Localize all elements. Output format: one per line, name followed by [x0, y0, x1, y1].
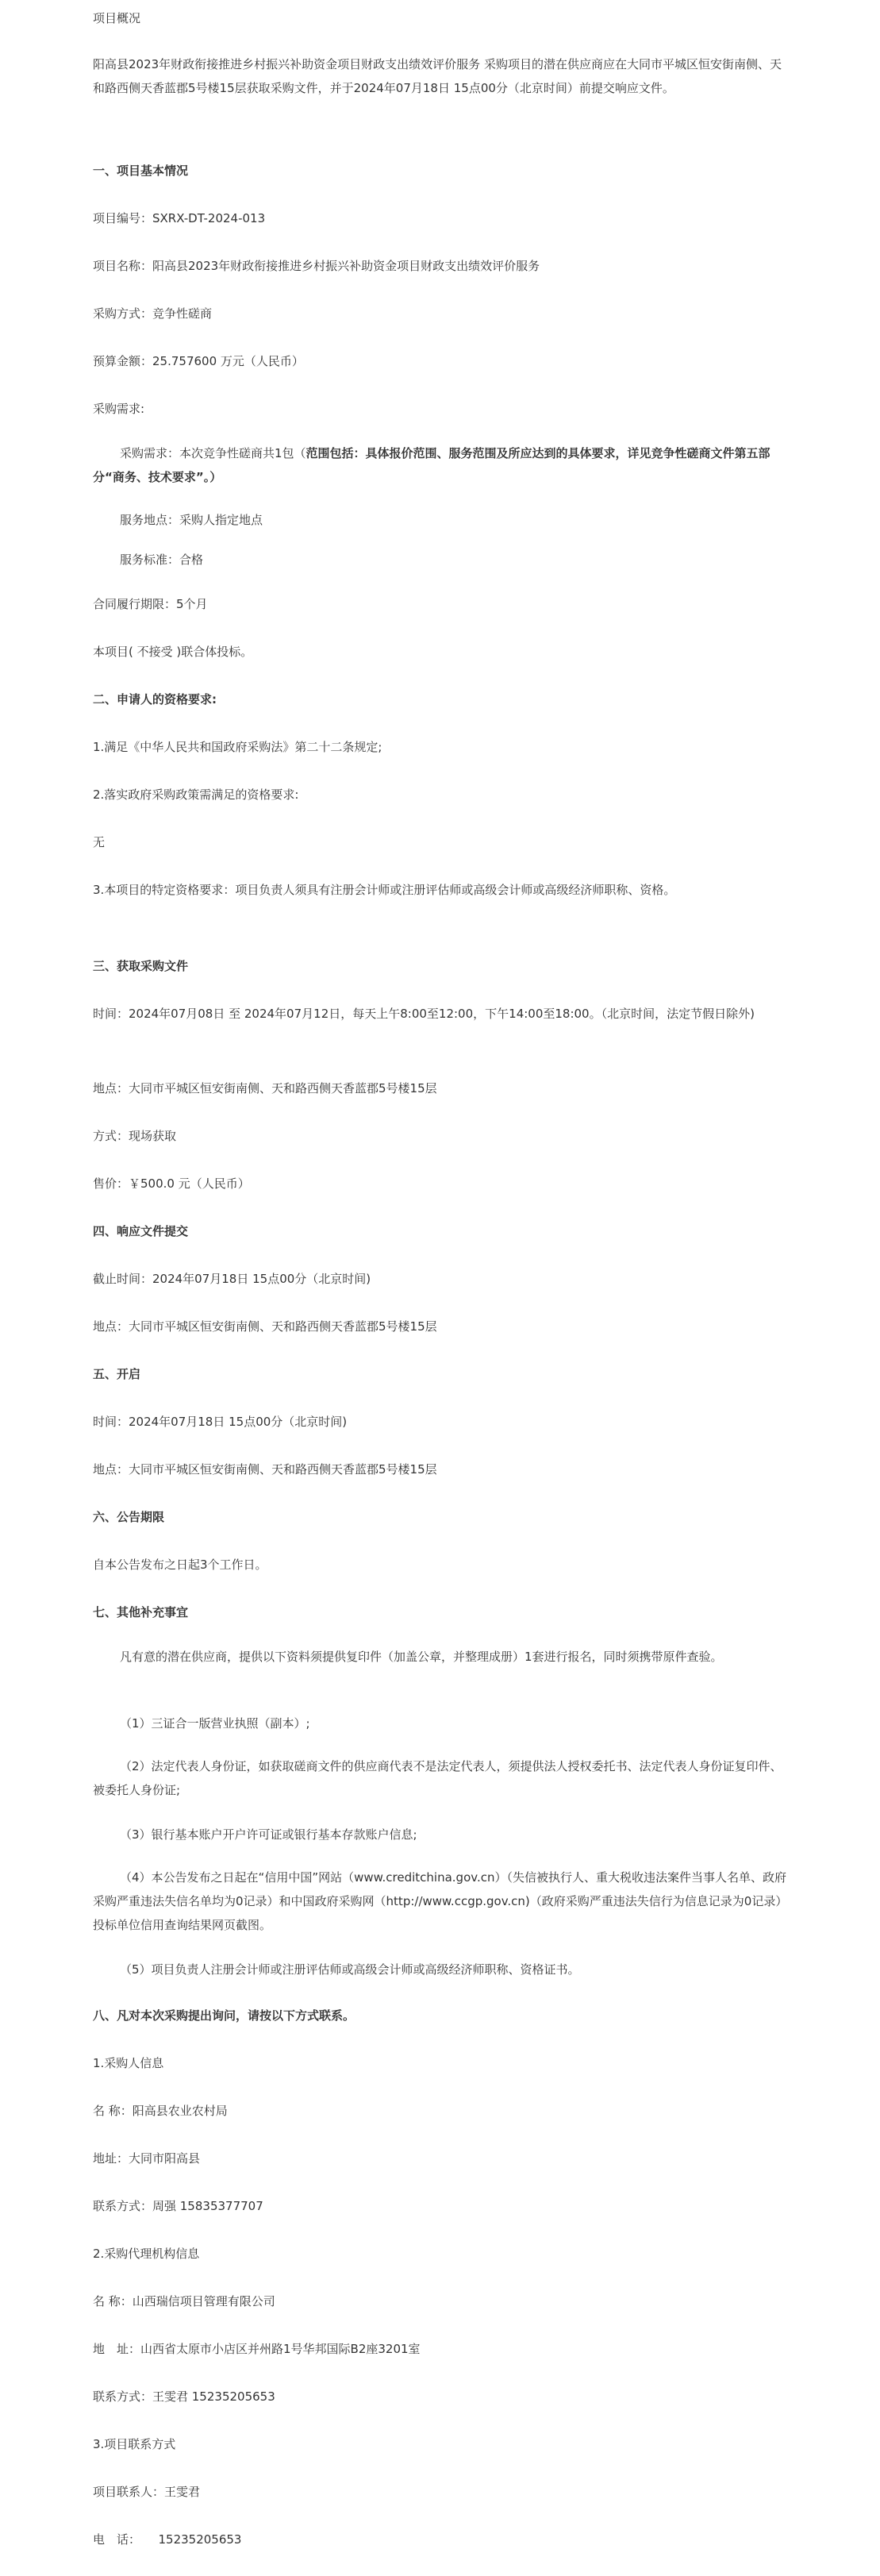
section3-heading: 三、获取采购文件 — [93, 959, 189, 973]
supplement-item-4: （4）本公告发布之日起在“信用中国”网站（www.creditchina.gov.cn）（失信被执行人、重大税收违法案件当事人名单、政府采购严重违法失信名单均为0记录）和中国政府采购网（http://www.ccgp.gov.cn)（政府采购严重违法失信行为信息记录为0记录）投标单位信用查询结果网页截图。 — [93, 1870, 788, 1932]
document-price: 售价：￥500.0 元（人民币） — [93, 1176, 250, 1191]
project-contact-title: 3.项目联系方式 — [93, 2437, 176, 2451]
overview-text: 阳高县2023年财政衔接推进乡村振兴补助资金项目财政支出绩效评价服务 采购项目的潜在供应商应在大同市平城区恒安街南侧、天和路西侧天香蓝郡5号楼15层获取采购文件，并于2024年07月18日 15点00分（北京时间）前提交响应文件。 — [93, 57, 782, 95]
supplement-item-3: （3）银行基本账户开户许可证或银行基本存款账户信息; — [120, 1827, 417, 1842]
section4-heading: 四、响应文件提交 — [93, 1224, 189, 1238]
project-name: 项目名称：阳高县2023年财政衔接推进乡村振兴补助资金项目财政支出绩效评价服务 — [93, 259, 540, 273]
supplement-item-5: （5）项目负责人注册会计师或注册评估师或高级会计师或高级经济师职称、资格证书。 — [120, 1962, 580, 1977]
project-contact-person: 项目联系人：王雯君 — [93, 2485, 201, 2499]
overview-title: 项目概况 — [93, 11, 141, 25]
submit-place: 地点：大同市平城区恒安街南侧、天和路西侧天香蓝郡5号楼15层 — [93, 1319, 437, 1334]
acquire-place: 地点：大同市平城区恒安街南侧、天和路西侧天香蓝郡5号楼15层 — [93, 1081, 437, 1095]
buyer-title: 1.采购人信息 — [93, 2056, 164, 2070]
opening-time: 时间：2024年07月18日 15点00分（北京时间) — [93, 1415, 348, 1429]
contract-period: 合同履行期限：5个月 — [93, 597, 208, 611]
section1-heading: 一、项目基本情况 — [93, 164, 189, 178]
buyer-contact: 联系方式：周强 15835377707 — [93, 2199, 263, 2213]
section6-heading: 六、公告期限 — [93, 1510, 165, 1524]
agent-name: 名 称：山西瑞信项目管理有限公司 — [93, 2294, 275, 2308]
section7-heading: 七、其他补充事宜 — [93, 1605, 189, 1619]
qualification-2: 2.落实政府采购政策需满足的资格要求: — [93, 787, 299, 802]
supplement-intro: 凡有意的潜在供应商，提供以下资料须提供复印件（加盖公章，并整理成册）1套进行报名，同时须携带原件查验。 — [120, 1650, 723, 1664]
qualification-3: 3.本项目的特定资格要求：项目负责人须具有注册会计师或注册评估师或高级会计师或高级经济师职称、资格。 — [93, 883, 676, 897]
section2-heading: 二、申请人的资格要求: — [93, 692, 217, 707]
needs-label: 采购需求: — [93, 402, 145, 416]
budget-amount: 预算金额：25.757600 万元（人民币） — [93, 354, 304, 368]
supplement-item-2: （2）法定代表人身份证，如获取磋商文件的供应商代表不是法定代表人，须提供法人授权委托书、法定代表人身份证复印件、被委托人身份证; — [93, 1759, 782, 1797]
qualification-1: 1.满足《中华人民共和国政府采购法》第二十二条规定; — [93, 740, 382, 754]
section8-heading: 八、凡对本次采购提出询问，请按以下方式联系。 — [93, 2008, 355, 2023]
agent-contact: 联系方式：王雯君 15235205653 — [93, 2389, 275, 2404]
agent-title: 2.采购代理机构信息 — [93, 2247, 200, 2261]
consortium-note: 本项目( 不接受 )联合体投标。 — [93, 645, 253, 659]
needs-description — [93, 441, 791, 489]
needs-bold-text: 范围包括：具体报价范围、服务范围及所应达到的具体要求，详见竞争性磋商文件第五部分“商务、技术要求”。） — [93, 446, 770, 484]
project-contact-phone: 电 话： 15235205653 — [93, 2532, 242, 2547]
buyer-name: 名 称：阳高县农业农村局 — [93, 2104, 228, 2118]
project-number: 项目编号：SXRX-DT-2024-013 — [93, 211, 266, 225]
supplement-item-1: （1）三证合一版营业执照（副本）; — [120, 1716, 310, 1731]
service-standard: 服务标准：合格 — [120, 553, 204, 567]
procurement-method: 采购方式：竞争性磋商 — [93, 306, 213, 321]
service-place: 服务地点：采购人指定地点 — [120, 513, 263, 527]
opening-place: 地点：大同市平城区恒安街南侧、天和路西侧天香蓝郡5号楼15层 — [93, 1462, 437, 1477]
notice-period: 自本公告发布之日起3个工作日。 — [93, 1558, 267, 1572]
qualification-2-value: 无 — [93, 835, 106, 849]
acquire-time: 时间：2024年07月08日 至 2024年07月12日，每天上午8:00至12:00，下午14:00至18:00。（北京时间，法定节假日除外) — [93, 1007, 755, 1021]
agent-address: 地 址：山西省太原市小店区并州路1号华邦国际B2座3201室 — [93, 2342, 421, 2356]
buyer-address: 地址：大同市阳高县 — [93, 2151, 201, 2166]
section5-heading: 五、开启 — [93, 1367, 141, 1381]
submit-deadline: 截止时间：2024年07月18日 15点00分（北京时间) — [93, 1272, 371, 1286]
acquire-way: 方式：现场获取 — [93, 1129, 177, 1143]
needs-prefix: 采购需求：本次竞争性磋商共1包（ — [120, 446, 306, 460]
